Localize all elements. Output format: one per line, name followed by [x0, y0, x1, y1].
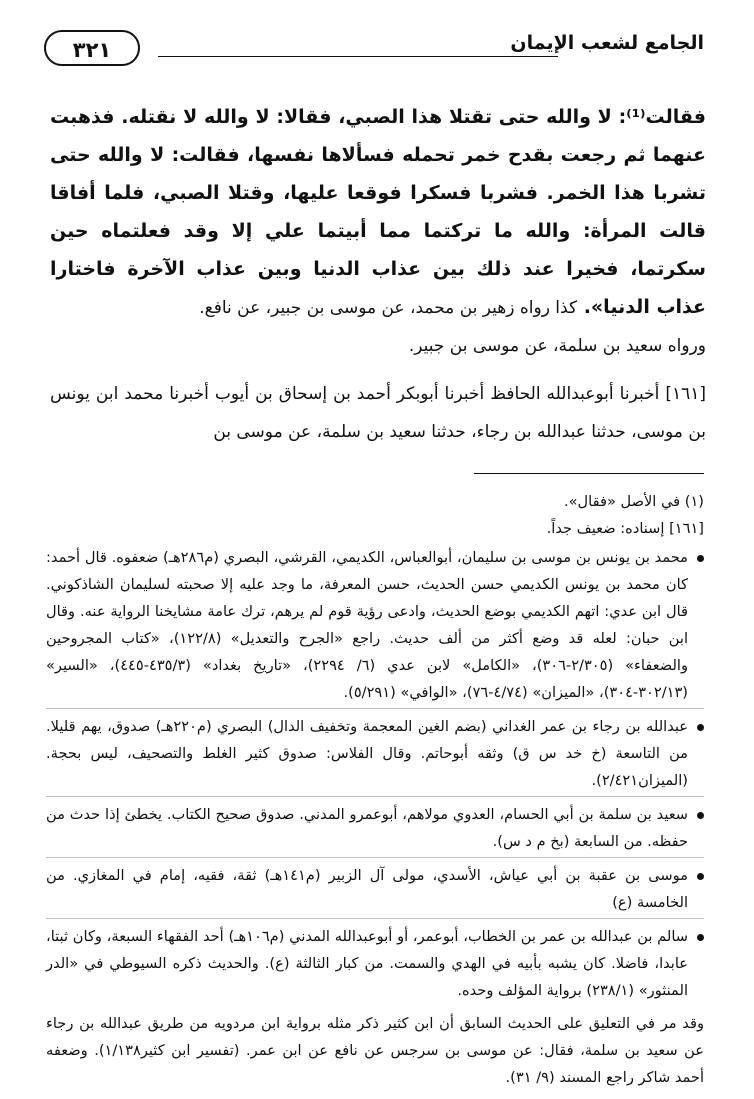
- running-title: الجامع لشعب الإيمان: [510, 32, 704, 54]
- footnote-1: (١) في الأصل «فقال».: [563, 493, 704, 510]
- narrator-entry: [46, 923, 704, 1006]
- running-header: [38, 30, 716, 78]
- main-text: [38, 98, 716, 365]
- footnote-separator: [474, 473, 704, 474]
- bullet-icon: [697, 873, 704, 880]
- narrator-entry: [46, 801, 704, 858]
- narrative-text: فقالت⁽¹⁾: لا والله حتى تقتلا هذا الصبي، فقالا: لا والله لا نقتله. فذهبت عنهما ثم رجعت بقدح خمر تحمله فسألاها نفسها، فقالت: لا والله حتى تشربا هذا الخمر. فشربا فسكرا فوقعا عليها، وقتلا الصبي، فلما أفاقا قالت المرأة: والله ما تركتما مما أبيتما علي إلا وقد فعلتماه حين سكرتما، فخيرا عند ذلك بين عذاب الدنيا وبين عذاب الآخرة فاختارا عذاب الدنيا».: [50, 106, 706, 318]
- narrator-entry: [46, 862, 704, 919]
- bullet-icon: [697, 724, 704, 731]
- narrator-entry: [46, 713, 704, 797]
- narrator-list: [46, 544, 704, 1006]
- narrator-entry: [46, 544, 704, 709]
- narrator-text: موسى بن عقبة بن أبي عياش، الأسدي، مولى آل الزبير (م١٤١هـ) ثقة، فقيه، إمام في المغازي. من الخامسة (ع): [46, 867, 688, 911]
- bullet-icon: [697, 934, 704, 941]
- narrator-text: عبدالله بن رجاء بن عمر الغداني (بضم الغين المعجمة وتخفيف الدال) البصري (م٢٢٠هـ) صدوق، يهم قليلا. من التاسعة (خ خد س ق) وثقه أبوحاتم. وقال الفلاس: صدوق كثير الغلط والتصحيف، ليس بحجة. (الميزان٢/٤٢١).: [46, 718, 688, 789]
- page-number: ٣٢١: [44, 30, 140, 66]
- hadith-161-isnad: [١٦١] أخبرنا أبوعبدالله الحافظ أخبرنا أبوبكر أحمد بن إسحاق بن أيوب أخبرنا محمد ابن يونس بن موسى، حدثنا عبدالله بن رجاء، حدثنا سعيد بن سلمة، عن موسى بن: [50, 384, 706, 442]
- alternate-chain: ورواه سعيد بن سلمة، عن موسى بن جبير.: [408, 336, 706, 356]
- closing-note: وقد مر في التعليق على الحديث السابق أن ابن كثير ذكر مثله برواية ابن مردويه من طريق عبدالله بن رجاء عن سعيد بن سلمة، فقال: عن موسى بن سرجس عن نافع عن ابن عمر. (تفسير ابن كثير١/١٣٨). وضعفه أحمد شاكر راجع المسند (٩/ ٣١).: [46, 1015, 704, 1086]
- book-page: [38, 30, 716, 1086]
- bullet-icon: [697, 812, 704, 819]
- narrative-paragraph: [50, 98, 706, 327]
- header-rule: [158, 56, 558, 57]
- narrator-text: سعيد بن سلمة بن أبي الحسام، العدوي مولاهم، أبوعمرو المدني. صدوق صحيح الكتاب. يخطئ إذا حدث من حفظه. من السابعة (بخ م د س).: [46, 806, 688, 850]
- narrator-text: محمد بن يونس بن موسى بن سليمان، أبوالعباس، الكديمي، القرشي، البصري (م٢٨٦هـ) ضعفوه. قال أحمد: كان محمد بن يونس الكديمي حسن الحديث، حسن المعرفة، ما وجد عليه إلا صحبته لسليمان الشاذكوني. قال ابن عدي: اتهم الكديمي بوضع الحديث، وادعى رؤية قوم لم يرهم، ترك عامة مشايخنا الرواية عنه. وقال ابن حبان: لعله قد وضع أكثر من ألف حديث. راجع «الجرح والتعديل» (١٢٢/٨)، «كتاب المجروحين والضعفاء» (٢/٣٠٥-٣٠٦)، «الكامل» لابن عدي (٦/ ٢٢٩٤)، «تاريخ بغداد» (٤٣٥/٣-٤٤٥)، «السير» (٣٠٢/١٣-٣٠٤)، «الميزان» (٤/٧٤-٧٦)، «الوافي» (٥/٢٩١).: [46, 549, 689, 701]
- narrator-text: سالم بن عبدالله بن عمر بن الخطاب، أبوعمر، أو أبوعبدالله المدني (م١٠٦هـ) أحد الفقهاء السبعة، وكان ثبتا، عابدا، فاضلا. كان يشبه بأبيه في الهدي والسمت. من كبار الثالثة (ع). والحديث ذكره السيوطي في «الدر المنثور» (٢٣٨/١) برواية المؤلف وحده.: [46, 928, 688, 999]
- narrative-tail: كذا رواه زهير بن محمد، عن موسى بن جبير، عن نافع.: [199, 298, 578, 318]
- bullet-icon: [697, 555, 704, 562]
- footnotes: [38, 488, 716, 1091]
- footnote-161: [١٦١] إسناده: ضعيف جداً.: [546, 520, 704, 537]
